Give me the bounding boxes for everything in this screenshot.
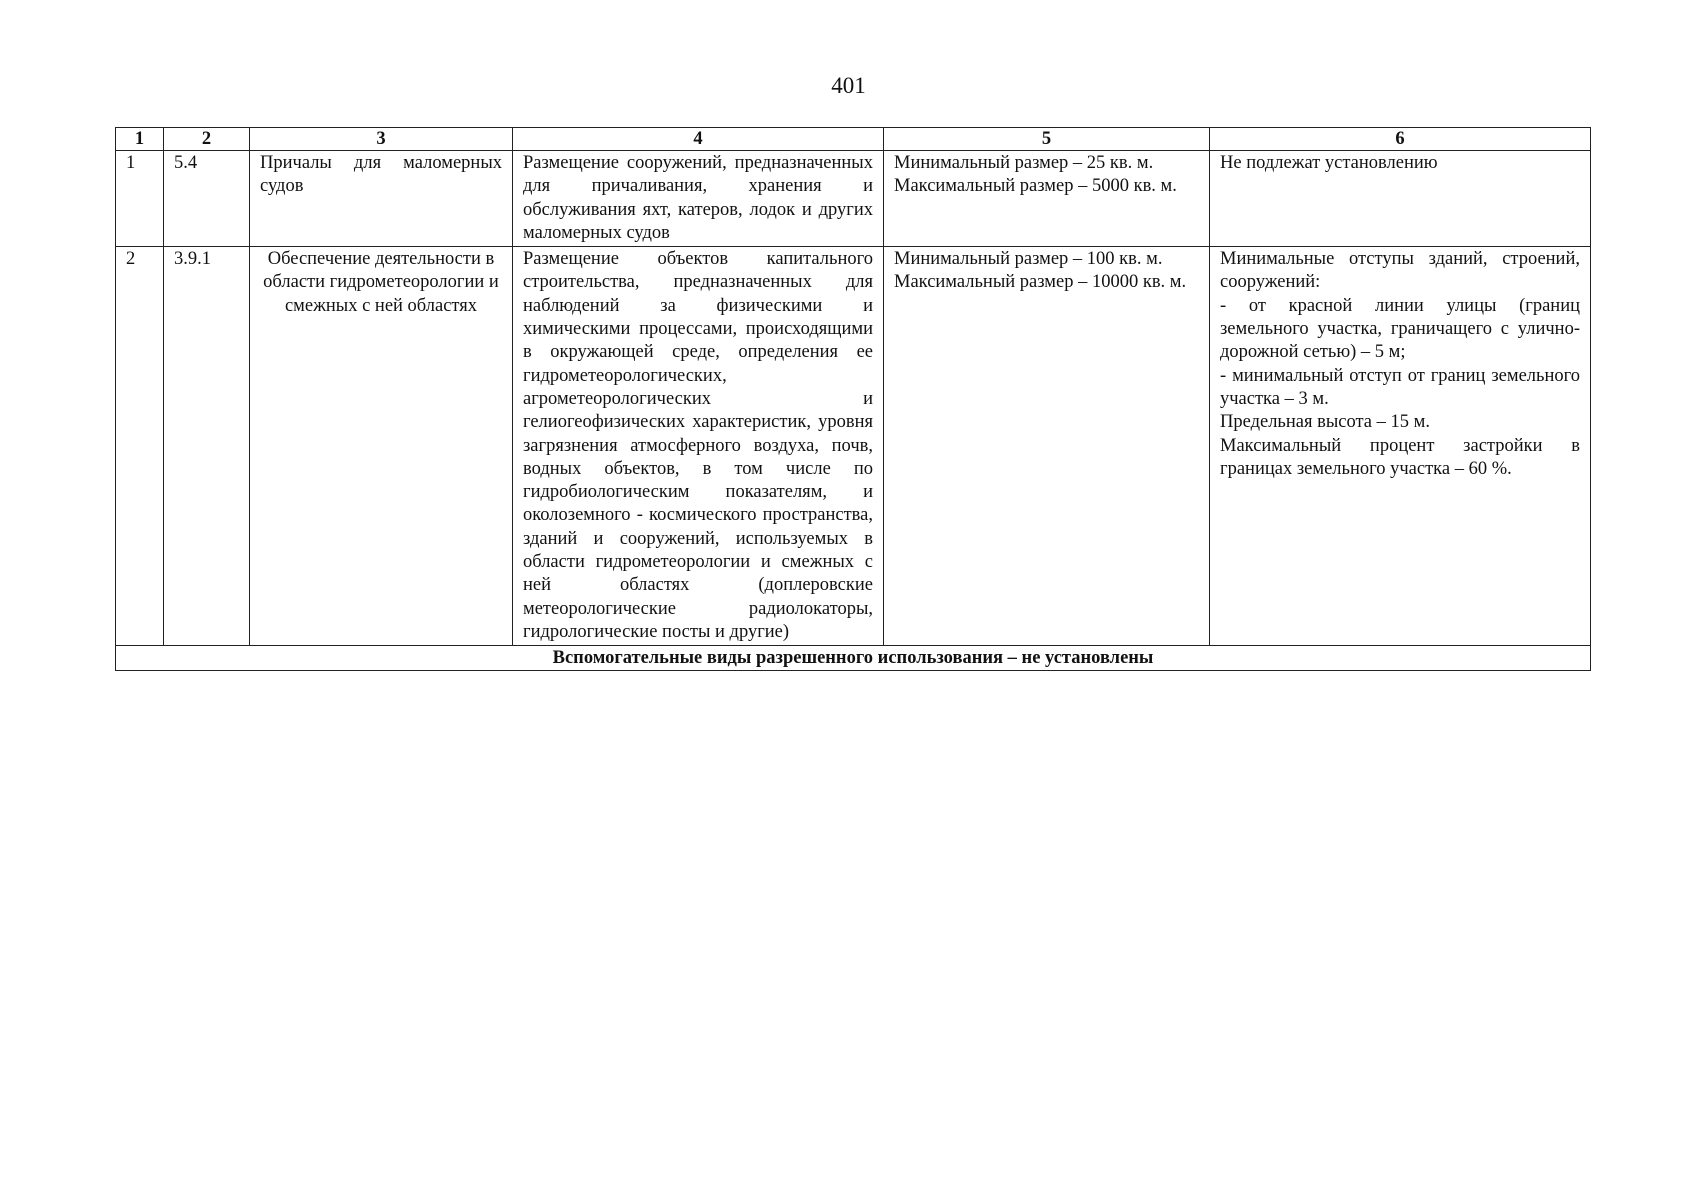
use-code: 5.4 [164,151,250,247]
column-header-2: 2 [164,128,250,151]
row-number: 2 [116,247,164,646]
auxiliary-uses-note: Вспомогательные виды разрешенного использования – не установлены [116,646,1591,671]
size-parameters [884,151,1210,247]
use-code: 3.9.1 [164,247,250,646]
table-row [116,247,1591,646]
use-description: Размещение объектов капитального строительства, предназначенных для наблюдений за физическими и химическими процессами, происходящими в окружающей среде, определения ее гидрометеорологических, агрометеорологических и гелиогеофизических характеристик, уровня загрязнения атмосферного воздуха, почв, водных объектов, в том числе по гидробиологическим показателям, и околоземного - космического пространства, зданий и сооружений, используемых в области гидрометеорологии и смежных с ней областях (доплеровские метеорологические радиолокаторы, гидрологические посты и другие) [513,247,884,646]
min-size: Минимальный размер – 100 кв. м. [894,249,1163,270]
row-number: 1 [116,151,164,247]
table-row [116,151,1591,247]
setback-boundary: - минимальный отступ от границ земельного участка – 3 м. [1220,365,1580,409]
max-size: Максимальный размер – 5000 кв. м. [894,176,1177,197]
size-parameters [884,247,1210,646]
min-size: Минимальный размер – 25 кв. м. [894,153,1154,173]
table-header-row [116,128,1591,151]
use-name: Обеспечение деятельности в области гидрометеорологии и смежных с ней областях [250,247,513,646]
max-size: Максимальный размер – 10000 кв. м. [894,272,1187,293]
max-coverage: Максимальный процент застройки в границах земельного участка – 60 %. [1220,435,1580,479]
limit-text: Не подлежат установлению [1220,153,1438,173]
setback-intro: Минимальные отступы зданий, строений, сооружений: [1220,249,1580,293]
setback-red-line: - от красной линии улицы (границ земельного участка, граничащего с улично-дорожной сетью) – 5 м; [1220,295,1580,363]
page-number: 401 [831,73,866,98]
column-header-1: 1 [116,128,164,151]
use-name: Причалы для маломерных судов [250,151,513,247]
max-height: Предельная высота – 15 м. [1220,412,1430,433]
land-use-table [115,127,1591,671]
column-header-5: 5 [884,128,1210,151]
table-footer-row [116,646,1591,671]
use-description: Размещение сооружений, предназначенных для причаливания, хранения и обслуживания яхт, катеров, лодок и других маломерных судов [513,151,884,247]
column-header-6: 6 [1210,128,1591,151]
limit-parameters [1210,247,1591,646]
column-header-4: 4 [513,128,884,151]
column-header-3: 3 [250,128,513,151]
limit-parameters [1210,151,1591,247]
